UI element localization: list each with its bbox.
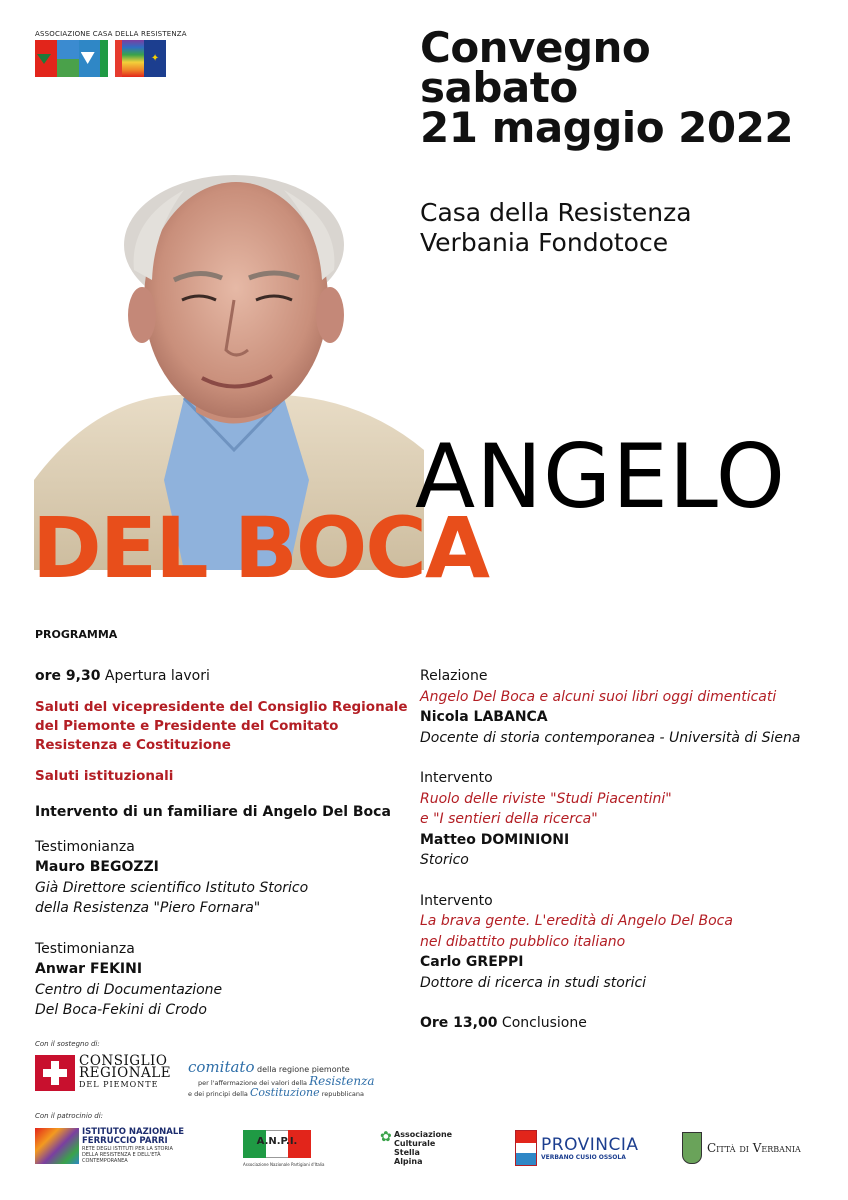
program-heading: PROGRAMMA [35, 628, 118, 641]
parri-line-5: CONTEMPORANEA [82, 1158, 128, 1164]
association-flags-logo [35, 40, 166, 77]
title-line-3: 21 maggio 2022 [420, 103, 794, 152]
stella-line-4: Alpina [394, 1157, 423, 1166]
verbania-crest-icon [682, 1132, 702, 1164]
event-title [420, 23, 794, 152]
r2-name: Matteo DOMINIONI [420, 831, 570, 848]
patronage-label: Con il patrocinio di: [35, 1112, 104, 1120]
comitato-script-2: Resistenza [309, 1074, 375, 1088]
stella-line-3: Stella [394, 1148, 420, 1157]
greetings-institutional: Saluti istituzionali [35, 767, 174, 784]
consiglio-line-1: CONSIGLIO [79, 1053, 168, 1069]
support-label: Con il sostegno di: [35, 1040, 100, 1048]
r2-type: Intervento [420, 770, 493, 786]
comitato-small-1: della regione piemonte [257, 1065, 350, 1074]
stella-line-1: Associazione [394, 1130, 453, 1139]
stella-line-2: Culturale [394, 1139, 436, 1148]
flag-green [57, 40, 79, 77]
flag-europe-stars-icon: ✦ [144, 40, 166, 77]
comitato-small-4: repubblicana [321, 1090, 365, 1098]
title-line-1: Convegno [420, 23, 651, 72]
edelweiss-icon: ✿ [380, 1129, 392, 1145]
name-last: DEL BOCA [32, 499, 488, 597]
r2-title-1: Ruolo delle riviste "Studi Piacentini" [420, 790, 672, 807]
consiglio-regionale-logo [35, 1055, 171, 1091]
stella-alpina-logo [380, 1130, 452, 1166]
r1-name: Nicola LABANCA [420, 709, 548, 725]
r2-role: Storico [420, 852, 469, 868]
provincia-line-2: VERBANO CUSIO OSSOLA [541, 1153, 626, 1161]
opening-line [35, 666, 410, 687]
program-right-column [420, 666, 820, 1034]
closing-text: Conclusione [501, 1015, 587, 1031]
r1-title: Angelo Del Boca e alcuni suoi libri oggi dimenticati [420, 688, 777, 705]
venue-line-2: Verbania Fondotoce [420, 228, 669, 257]
t2-role-2: Del Boca-Fekini di Crodo [35, 1002, 207, 1018]
t2-name: Anwar FEKINI [35, 961, 143, 977]
r2-title-2: e "I sentieri della ricerca" [420, 811, 598, 827]
flag-red [35, 40, 57, 77]
greetings-vicepresident: Saluti del vicepresidente del Consiglio Regionale del Piemonte e Presidente del Comitato Resistenza e Costituzione [35, 698, 408, 753]
t2-role-1: Centro di Documentazione [35, 981, 223, 998]
citta-text: Città di Verbania [707, 1141, 801, 1155]
comitato-resistenza-logo [188, 1058, 388, 1099]
venue [420, 198, 692, 258]
parri-line-1: ISTITUTO NAZIONALE [82, 1127, 185, 1137]
anpi-sub: Associazione Nazionale Partigiani d'Italia [243, 1162, 325, 1167]
r1-role: Docente di storia contemporanea - Università di Siena [420, 729, 801, 746]
r1-type: Relazione [420, 668, 488, 684]
closing-line [420, 1013, 820, 1034]
provincia-crest-icon [515, 1130, 537, 1166]
r3-role: Dottore di ricerca in studi storici [420, 974, 647, 991]
comitato-script-3: Costituzione [249, 1086, 320, 1099]
program-left-column [35, 666, 410, 1021]
comitato-small-3: e dei principi della [188, 1090, 248, 1098]
opening-text: Apertura lavori [104, 668, 210, 684]
t1-type: Testimonianza [35, 838, 135, 855]
t1-role-2: della Resistenza "Piero Fornara" [35, 900, 261, 916]
flag-blue [79, 40, 101, 77]
provincia-line-1: PROVINCIA [541, 1134, 639, 1155]
closing-time: Ore 13,00 [420, 1015, 498, 1031]
r3-name: Carlo GREPPI [420, 954, 524, 970]
anpi-text: A.N.P.I. [256, 1136, 298, 1147]
flag-peace [122, 40, 144, 77]
t1-role-1: Già Direttore scientifico Istituto Storico [35, 879, 309, 896]
piemonte-cross-icon [35, 1055, 75, 1091]
venue-line-1: Casa della Resistenza [420, 198, 692, 227]
parri-line-3: RETE DEGLI ISTITUTI PER LA STORIA [82, 1146, 173, 1152]
consiglio-line-3: DEL PIEMONTE [79, 1080, 159, 1089]
t2-type: Testimonianza [35, 940, 135, 957]
r3-type: Intervento [420, 892, 493, 909]
parri-line-4: DELLA RESISTENZA E DELL'ETÀ [82, 1152, 161, 1158]
flag-italy [100, 40, 122, 77]
name-first: ANGELO [415, 425, 786, 528]
parri-mosaic-icon [35, 1128, 79, 1164]
family-speech: Intervento di un familiare di Angelo Del Boca [35, 804, 391, 820]
r3-title-1: La brava gente. L'eredità di Angelo Del Boca [420, 913, 733, 929]
r3-title-2: nel dibattito pubblico italiano [420, 933, 626, 950]
t1-name: Mauro BEGOZZI [35, 859, 159, 875]
opening-time: ore 9,30 [35, 668, 101, 684]
comitato-script: comitato [188, 1058, 255, 1076]
anpi-logo [243, 1130, 325, 1167]
provincia-logo [515, 1130, 639, 1166]
comitato-small-2: per l'affermazione dei valori della [198, 1079, 308, 1087]
consiglio-line-2: REGIONALE [79, 1065, 172, 1081]
parri-logo [35, 1128, 184, 1164]
association-label: ASSOCIAZIONE CASA DELLA RESISTENZA [35, 30, 187, 38]
title-line-2: sabato [420, 63, 578, 112]
parri-line-2: FERRUCCIO PARRI [82, 1136, 168, 1146]
citta-verbania-logo [682, 1132, 801, 1164]
